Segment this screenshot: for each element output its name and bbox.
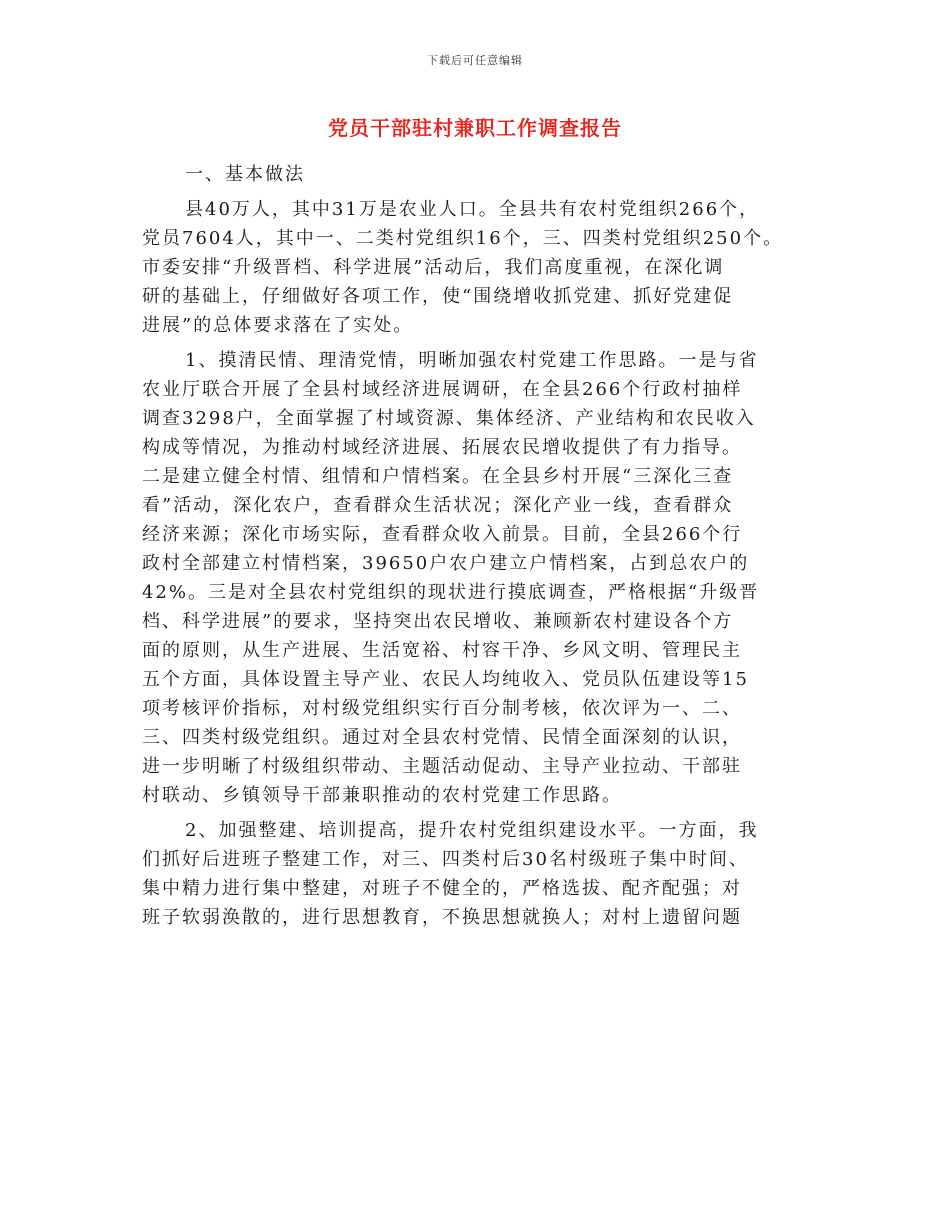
paragraph-line: 二是建立健全村情、组情和户情档案。在全县乡村开展“三深化三查 — [142, 466, 734, 487]
paragraph-line: 面的原则，从生产进展、生活宽裕、村容干净、乡风文明、管理民主 — [142, 640, 742, 661]
paragraph-line: 五个方面，具体设置主导产业、农民人均纯收入、党员队伍建设等15 — [142, 669, 749, 690]
header-note: 下载后可任意编辑 — [427, 54, 523, 67]
paragraph-line: 档、科学进展”的要求，坚持突出农民增收、兼顾新农村建设各个方 — [142, 611, 734, 632]
paragraph-line: 42%。三是对全县农村党组织的现状进行摸底调查，严格根据“升级晋 — [142, 582, 760, 603]
paragraph-line: 村联动、乡镇领导干部兼职推动的农村党建工作思路。 — [142, 785, 622, 806]
paragraph-line: 三、四类村级党组织。通过对全县农村党情、民情全面深刻的认识， — [142, 727, 742, 748]
paragraph-line: 党员7604人，其中一、二类村党组织16个，三、四类村党组织250个。 — [142, 228, 784, 249]
paragraph-line: 构成等情况，为推动村域经济进展、拓展农民增收提供了有力指导。 — [142, 437, 742, 458]
paragraph-line: 调查3298户，全面掌握了村域资源、集体经济、产业结构和农民收入 — [142, 408, 756, 429]
paragraph-line: 集中精力进行集中整建，对班子不健全的，严格选拔、配齐配强；对 — [142, 878, 742, 899]
paragraph-line: 进展”的总体要求落在了实处。 — [142, 315, 414, 336]
paragraph-line: 县40万人，其中31万是农业人口。全县共有农村党组织266个， — [185, 199, 760, 220]
paragraph-line: 经济来源；深化市场实际，查看群众收入前景。目前，全县266个行 — [142, 524, 743, 545]
paragraph-line: 进一步明晰了村级组织带动、主题活动促动、主导产业拉动、干部驻 — [142, 756, 742, 777]
paragraph-line: 政村全部建立村情档案，39650户农户建立户情档案，占到总农户的 — [142, 553, 750, 574]
paragraph-line: 1、摸清民情、理清党情，明晰加强农村党建工作思路。一是与省 — [185, 350, 759, 371]
paragraph-line: 市委安排“升级晋档、科学进展”活动后，我们高度重视，在深化调 — [142, 257, 725, 278]
paragraph-line: 研的基础上，仔细做好各项工作，使“围绕增收抓党建、抓好党建促 — [142, 286, 734, 307]
paragraph-line: 农业厅联合开展了全县村域经济进展调研，在全县266个行政村抽样 — [142, 379, 743, 400]
paragraph-line: 2、加强整建、培训提高，提升农村党组织建设水平。一方面，我 — [185, 820, 759, 841]
paragraph-line: 班子软弱涣散的，进行思想教育，不换思想就换人；对村上遗留问题 — [142, 907, 742, 928]
document-body — [0, 160, 950, 932]
document-title: 党员干部驻村兼职工作调查报告 — [328, 116, 622, 140]
paragraph-line: 们抓好后进班子整建工作，对三、四类村后30名村级班子集中时间、 — [142, 849, 749, 870]
paragraph-line: 看”活动，深化农户，查看群众生活状况；深化产业一线，查看群众 — [142, 495, 734, 516]
section-heading: 一、基本做法 — [185, 164, 305, 185]
paragraph-line: 项考核评价指标，对村级党组织实行百分制考核，依次评为一、二、 — [142, 698, 742, 719]
